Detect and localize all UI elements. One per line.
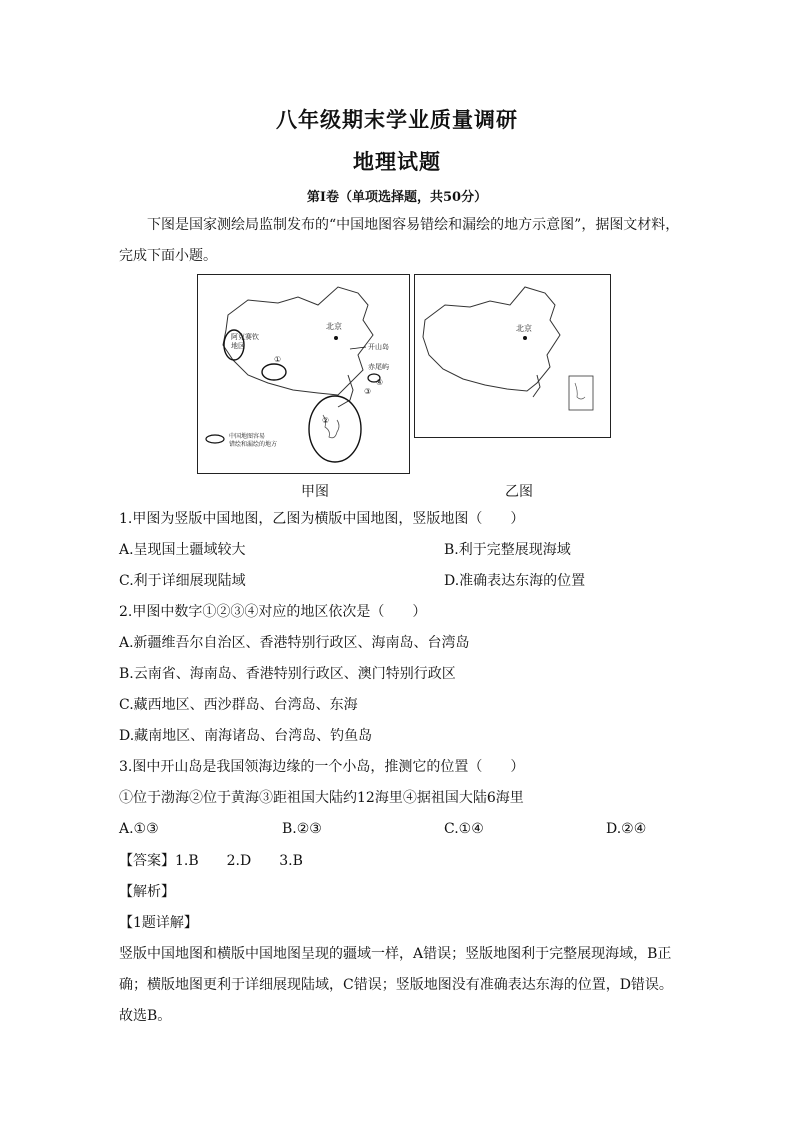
q1-option-b: B.利于完整展现海域: [444, 542, 571, 558]
q2-option-b: B.云南省、海南岛、香港特别行政区、澳门特别行政区: [119, 666, 456, 682]
label-aksai-1: 阿克赛钦: [231, 333, 259, 341]
q1-option-d: D.准确表达东海的位置: [444, 573, 586, 589]
q3-option-a: A.①③: [119, 821, 159, 837]
label-n1: ①: [274, 355, 282, 364]
beijing-dot-b: [523, 336, 527, 340]
south-sea-inset: [569, 376, 593, 410]
legend-text-1: 中国地图容易: [229, 433, 266, 440]
analysis-body-1: 竖版中国地图和横版中国地图呈现的疆域一样，A错误；竖版地图利于完整展现海域，B正: [119, 946, 672, 962]
label-beijing-b: 北京: [516, 324, 532, 333]
section-heading: 第Ⅰ卷（单项选择题，共50分）: [306, 190, 488, 205]
q3-option-c: C.①④: [444, 821, 484, 837]
q1-option-c: C.利于详细展现陆域: [119, 573, 246, 589]
china-outline-a: [223, 287, 373, 395]
map-b-outline: [415, 275, 610, 437]
intro-line-2: 完成下面小题。: [119, 248, 217, 264]
caption-map-a: 甲图: [301, 484, 329, 500]
beijing-dot-a: [334, 336, 338, 340]
exam-subtitle: 地理试题: [353, 149, 441, 174]
label-kaishan: 开山岛: [368, 343, 389, 351]
label-chiwei: 赤尾屿: [368, 363, 389, 371]
china-outline-b: [423, 287, 560, 391]
region-circle-2: [309, 396, 361, 462]
label-n4: ④: [376, 378, 384, 387]
q3-stem: 3.图中开山岛是我国领海边缘的一个小岛，推测它的位置（ ）: [119, 759, 525, 775]
label-beijing-a: 北京: [326, 322, 342, 331]
legend-text-2: 错绘和漏绘的地方: [229, 441, 278, 448]
q2-option-d: D.藏南地区、南海诸岛、台湾岛、钓鱼岛: [119, 728, 373, 744]
analysis-conclusion: 故选B。: [119, 1008, 172, 1024]
q3-option-d: D.②④: [606, 821, 647, 837]
map-a: [197, 274, 410, 474]
analysis-detail-heading: 【1题详解】: [119, 915, 198, 931]
region-circle-1: [262, 364, 286, 380]
q2-option-c: C.藏西地区、西沙群岛、台湾岛、东海: [119, 697, 358, 713]
exam-title: 八年级期末学业质量调研: [276, 107, 518, 132]
label-n2: ②: [322, 416, 330, 425]
inset-islands: [575, 383, 585, 399]
label-n3: ③: [364, 387, 372, 396]
caption-map-b: 乙图: [505, 484, 533, 500]
intro-line-1: 下图是国家测绘局监制发布的“中国地图容易错绘和漏绘的地方示意图”，据图文材料，: [147, 217, 680, 233]
q2-stem: 2.甲图中数字①②③④对应的地区依次是（ ）: [119, 604, 427, 620]
analysis-body-2: 确；横版地图更利于详细展现陆域，C错误；竖版地图没有准确表达东海的位置，D错误。: [119, 977, 673, 993]
q3-option-b: B.②③: [282, 821, 322, 837]
q1-stem: 1.甲图为竖版中国地图，乙图为横版中国地图，竖版地图（ ）: [119, 511, 525, 527]
q1-option-a: A.呈现国土疆域较大: [119, 542, 246, 558]
q3-statements: ①位于渤海②位于黄海③距祖国大陆约12海里④据祖国大陆6海里: [119, 790, 524, 806]
answer-line: 【答案】1.B 2.D 3.B: [119, 853, 303, 869]
legend-swatch: [206, 435, 224, 443]
map-b: [414, 274, 611, 438]
analysis-heading: 【解析】: [119, 884, 175, 900]
label-aksai-2: 地区: [231, 342, 245, 350]
q2-option-a: A.新疆维吾尔自治区、香港特别行政区、海南岛、台湾岛: [119, 635, 470, 651]
